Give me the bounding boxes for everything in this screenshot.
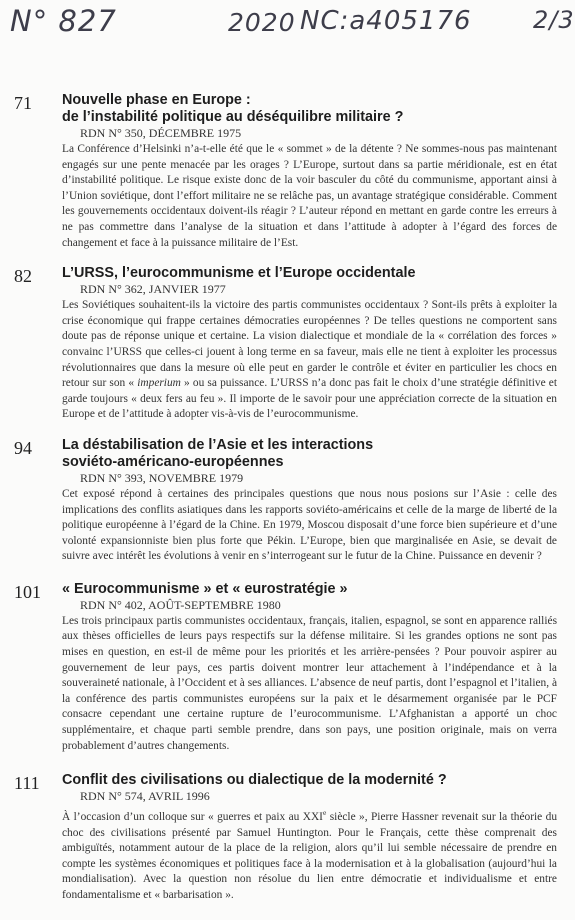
entry-94	[0, 437, 575, 565]
entry-title-line: soviéto-américano-européennes	[62, 453, 284, 470]
entry-summary	[62, 298, 557, 423]
entry-title-line: « Eurocommunisme » et « eurostratégie »	[62, 580, 348, 597]
entry-page-number: 94	[14, 437, 32, 458]
entry-content	[62, 92, 557, 251]
entry-title-line: Conflit des civilisations ou dialectique de la modernité ?	[62, 772, 447, 789]
entry-summary	[62, 805, 557, 903]
entry-content	[62, 581, 557, 754]
summary-text: siècle », Pierre Hassner revenait sur la théorie du choc des civilisations présenté par Samuel Huntington. Pour le Français, cette thèse comprenait des ambiguïtés, notamment autour de la place de la religion, alors qu’il lui semble nécessaire de prendre en compte les systèmes économiques et politiques face à la modernisation et à la globalisation (aujourd’hui la mondialisation). Avec la question non résolue du lien entre démocratie et individualisme et entre fondamentalisme et « barbarisation ».	[62, 811, 558, 901]
entry-111	[0, 772, 575, 903]
entry-page-number: 111	[14, 773, 40, 794]
entry-summary: La Conférence d’Helsinki n’a-t-elle été que le « sommet » de la détente ? Ne sommes-nous pas maintenant engagés sur une pente menacée par les orages ? L’Europe, surtout dans sa partie méridionale, est en état d’instabilité politique. Le risque existe donc de la voir basculer du côté du communisme, apportant ainsi à l’Union soviétique, dont l’effort militaire ne se relâche pas, un avantage stratégique considérable. Comment les gouvernements occidentaux doivent-ils réagir ? L’auteur répond en mettant en garde contre les erreurs à ne pas commettre dans l’analyse de la situation et dans l’attitude à adopter à l’égard des forces de changement et face à la puissance militaire de l’Est.	[62, 143, 557, 249]
entry-page-number: 71	[14, 93, 32, 113]
handwritten-record-number: N° 827	[10, 4, 117, 38]
entry-reference: RDN N° 402, AOÛT-SEPTEMBRE 1980	[80, 597, 281, 612]
summary-text: Les Soviétiques souhaitent-ils la victoire des partis communistes occidentaux ? Sont-ils prêts à exploiter la crise économique qui frappe certaines démocraties européennes ? De telles questions ne comportent sans doute pas de réponse unique et certaine. La vision dialectique et mondiale de la « corrélation des forces » convainc l’URSS que celles-ci jouent à long terme en sa faveur, mais elle ne tient à exploiter les processus révolutionnaires que dans la mesure où elle peut en garder le contrôle et éviter en particulier les chocs en retour sur son «	[62, 299, 557, 390]
entry-title-line: L’URSS, l’eurocommunisme et l’Europe occidentale	[62, 265, 416, 282]
summary-text: À l’occasion d’un colloque sur « guerres et paix au XXI	[62, 811, 323, 824]
entry-reference: RDN N° 350, DÉCEMBRE 1975	[80, 126, 242, 140]
entry-title-line: Nouvelle phase en Europe :	[62, 92, 251, 108]
entry-content	[62, 772, 557, 903]
entry-summary: Les trois principaux partis communistes occidentaux, français, italien, espagnol, se sont en apparence ralliés aux thèses officielles de leurs pays respectifs sur la défense militaire. Si les grandes options ne sont pas mises en question, en est-il de même pour les priorités et les arrière-pensées ? Pour pouvoir aspirer au gouvernement de leur pays, ces partis doivent montrer leur attachement à l’indépendance et à la souveraineté nationale, à l’Occident et à ses alliances. L’absence de neuf partis, dont l’espagnol et l’italien, à la conférence des partis communistes européens sur la paix et le désarmement organisée par le PCF consacre cependant une certaine rupture de l’eurocommunisme. L’Afghanistan a apporté un choc supplémentaire, et chaque parti semble prendre, dans son pays, une position originale, mais on verra probablement d’autres changements.	[62, 614, 557, 752]
contents-list	[0, 92, 575, 920]
entry-title	[62, 92, 557, 126]
entry-title	[62, 265, 557, 282]
handwritten-year: 2020	[228, 8, 296, 37]
handwritten-page-count: 2/3	[533, 6, 575, 34]
entry-reference: RDN N° 362, JANVIER 1977	[80, 282, 226, 297]
summary-superscript: e	[322, 808, 327, 818]
entry-page-number: 101	[14, 581, 41, 602]
entry-title-line: de l’instabilité politique au déséquilibre militaire ?	[62, 109, 404, 125]
entry-title	[62, 581, 557, 598]
entry-summary: Cet exposé répond à certaines des principales questions que nous nous posions sur l’Asie : celle des implications des conflits asiatiques dans les rapports soviéto-américains et celle de la marge de liberté de la politique européenne à l’égard de la Chine. En 1979, Moscou disposait d’une force bien supérieure et d’une volonté expansionniste bien plus forte que Pékin. L’Europe, bien que marginalisée en Asie, se devait de suivre avec intérêt les évolutions à venir en s’interrogeant sur le futur de la Chine. Puissance en devenir ?	[62, 487, 557, 563]
entry-page-number: 82	[14, 266, 32, 287]
summary-text: » ou sa puissance. L’URSS n’a donc pas fait le choix d’une stratégie définitive et garde toujours « deux fers au feu ». Il importe de le savoir pour une appréciation correcte de la situation en Europe et de l’attitude à adopter vis-à-vis de l’eurocommunisme.	[62, 377, 557, 421]
entry-title	[62, 772, 557, 789]
handwritten-catalog-code: NC:a405176	[300, 6, 472, 36]
entry-title	[62, 437, 557, 471]
entry-content	[62, 265, 557, 423]
summary-italic-term: imperium	[137, 377, 181, 390]
entry-reference: RDN N° 574, AVRIL 1996	[80, 789, 210, 804]
entry-82	[0, 265, 575, 423]
entry-reference: RDN N° 393, NOVEMBRE 1979	[80, 470, 244, 485]
entry-71	[0, 92, 575, 251]
entry-101	[0, 581, 575, 754]
entry-content	[62, 437, 557, 565]
entry-title-line: La déstabilisation de l’Asie et les interactions	[62, 436, 374, 453]
